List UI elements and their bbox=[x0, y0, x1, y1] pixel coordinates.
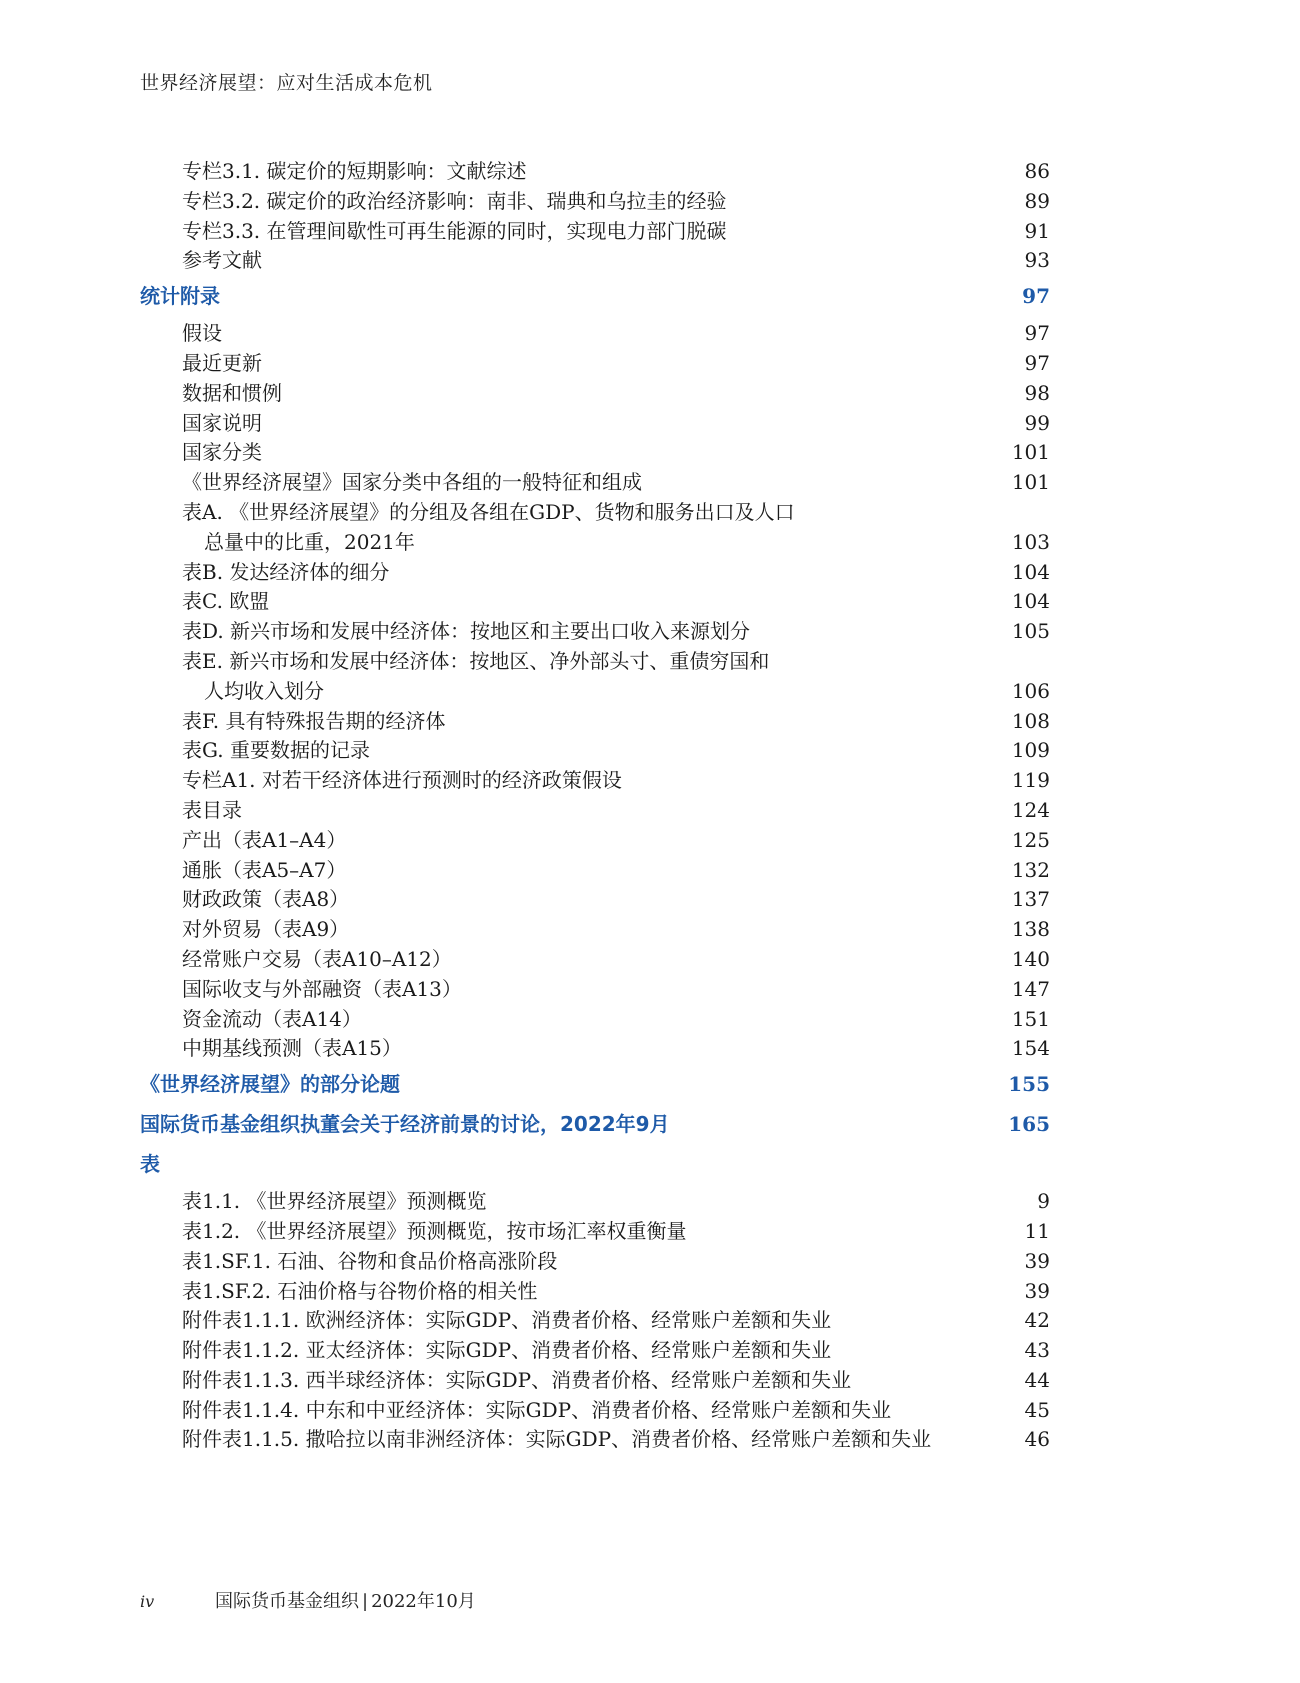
toc-entry[interactable] bbox=[140, 945, 1050, 975]
footer-separator: | bbox=[362, 1591, 369, 1612]
section-heading-label: 国际货币基金组织执董会关于经济前景的讨论，2022年9月 bbox=[140, 1112, 670, 1137]
toc-entry[interactable] bbox=[140, 409, 1050, 439]
toc-entry-label: 表G. 重要数据的记录 bbox=[182, 738, 370, 763]
toc-entry-label: 最近更新 bbox=[182, 350, 262, 375]
toc-entry-label: 附件表1.1.4. 中东和中亚经济体：实际GDP、消费者价格、经常账户差额和失业 bbox=[182, 1397, 892, 1422]
section-heading-label: 统计附录 bbox=[140, 284, 220, 309]
toc-entry-page: 46 bbox=[1024, 1427, 1050, 1452]
toc-entry-page: 108 bbox=[1011, 708, 1050, 733]
toc-entry-page: 109 bbox=[1011, 738, 1050, 763]
footer-date: 2022年10月 bbox=[371, 1591, 476, 1612]
toc-entry[interactable] bbox=[140, 438, 1050, 468]
toc-entry-label: 表1.2. 《世界经济展望》预测概览，按市场汇率权重衡量 bbox=[182, 1218, 687, 1243]
toc-entry-page: 125 bbox=[1011, 827, 1050, 852]
toc-entry[interactable] bbox=[140, 617, 1050, 647]
toc-entry-label: 专栏3.2. 碳定价的政治经济影响：南非、瑞典和乌拉圭的经验 bbox=[182, 188, 727, 213]
toc-entry[interactable] bbox=[140, 1034, 1050, 1064]
toc-entry[interactable] bbox=[140, 1336, 1050, 1366]
toc-entry-label-line1: 表A. 《世界经济展望》的分组及各组在GDP、货物和服务出口及人口 bbox=[182, 499, 795, 524]
toc-entry-label: 附件表1.1.5. 撒哈拉以南非洲经济体：实际GDP、消费者价格、经常账户差额和失业 bbox=[182, 1427, 932, 1452]
toc-entry[interactable] bbox=[140, 587, 1050, 617]
toc-entry[interactable] bbox=[140, 379, 1050, 409]
toc-entry-label: 表F. 具有特殊报告期的经济体 bbox=[182, 708, 446, 733]
toc-entry[interactable] bbox=[140, 1187, 1050, 1217]
toc-entry[interactable] bbox=[140, 319, 1050, 349]
section-heading-statistical-appendix[interactable] bbox=[140, 281, 1050, 311]
toc-entry[interactable] bbox=[140, 1306, 1050, 1336]
toc-entry-page: 11 bbox=[1024, 1218, 1050, 1243]
toc-entry-label bbox=[140, 647, 769, 707]
toc-entry-page: 151 bbox=[1011, 1006, 1050, 1031]
toc-entry-label: 表1.SF.2. 石油价格与谷物价格的相关性 bbox=[182, 1278, 538, 1303]
toc-entry[interactable] bbox=[140, 1425, 1050, 1455]
toc-entry[interactable] bbox=[140, 1005, 1050, 1035]
toc-entry-label: 通胀（表A5–A7） bbox=[182, 857, 347, 882]
toc-entry-page: 119 bbox=[1011, 768, 1050, 793]
toc-entry-page: 106 bbox=[1011, 678, 1050, 703]
toc-entry-label: 国际收支与外部融资（表A13） bbox=[182, 976, 462, 1001]
toc-entry-label: 附件表1.1.2. 亚太经济体：实际GDP、消费者价格、经常账户差额和失业 bbox=[182, 1338, 832, 1363]
toc-entry-label: 数据和惯例 bbox=[182, 380, 282, 405]
toc-entry[interactable] bbox=[140, 217, 1050, 247]
toc-entry-label: 参考文献 bbox=[182, 248, 262, 273]
toc-entry-page: 97 bbox=[1024, 321, 1050, 346]
toc-entry[interactable] bbox=[140, 975, 1050, 1005]
toc-entry[interactable] bbox=[140, 766, 1050, 796]
running-header: 世界经济展望：应对生活成本危机 bbox=[140, 72, 433, 94]
toc-entry-page: 132 bbox=[1011, 857, 1050, 882]
toc-entry-page: 101 bbox=[1011, 440, 1050, 465]
toc-entry[interactable] bbox=[140, 885, 1050, 915]
toc-entry-page: 147 bbox=[1011, 976, 1050, 1001]
toc-entry-label: 国家说明 bbox=[182, 410, 262, 435]
toc-entry-label: 附件表1.1.1. 欧洲经济体：实际GDP、消费者价格、经常账户差额和失业 bbox=[182, 1308, 832, 1333]
toc-entry[interactable] bbox=[140, 468, 1050, 498]
toc-entry-page: 89 bbox=[1024, 188, 1050, 213]
toc-entry-page: 39 bbox=[1024, 1248, 1050, 1273]
toc-entry-page: 105 bbox=[1011, 619, 1050, 644]
toc-entry[interactable] bbox=[140, 157, 1050, 187]
toc-entry-label: 表D. 新兴市场和发展中经济体：按地区和主要出口收入来源划分 bbox=[182, 619, 751, 644]
toc-entry-label: 专栏3.1. 碳定价的短期影响：文献综述 bbox=[182, 159, 527, 183]
toc-entry-page: 42 bbox=[1024, 1308, 1050, 1333]
section-heading-label: 《世界经济展望》的部分论题 bbox=[140, 1072, 400, 1097]
section-heading-page: 155 bbox=[1008, 1072, 1050, 1097]
toc-entry-label: 财政政策（表A8） bbox=[182, 887, 350, 912]
section-heading-tables[interactable] bbox=[140, 1149, 1050, 1179]
toc-entry-page: 99 bbox=[1024, 410, 1050, 435]
toc-entry-page: 39 bbox=[1024, 1278, 1050, 1303]
toc-entry[interactable] bbox=[140, 187, 1050, 217]
toc-entry-table-a[interactable] bbox=[140, 498, 1050, 558]
toc-entry[interactable] bbox=[140, 796, 1050, 826]
toc-entry-page: 101 bbox=[1011, 470, 1050, 495]
toc-entry-page: 45 bbox=[1024, 1397, 1050, 1422]
section-heading-page: 97 bbox=[1022, 284, 1050, 309]
toc-entry-page: 137 bbox=[1011, 887, 1050, 912]
toc-entry-label: 国家分类 bbox=[182, 440, 262, 465]
toc-entry[interactable] bbox=[140, 558, 1050, 588]
section-heading-page: 165 bbox=[1008, 1112, 1050, 1137]
table-of-contents bbox=[140, 157, 1050, 1455]
toc-entry-label: 产出（表A1–A4） bbox=[182, 827, 347, 852]
toc-entry[interactable] bbox=[140, 856, 1050, 886]
toc-entry[interactable] bbox=[140, 826, 1050, 856]
page-footer bbox=[140, 1587, 476, 1613]
toc-entry[interactable] bbox=[140, 1247, 1050, 1277]
toc-entry[interactable] bbox=[140, 1277, 1050, 1307]
toc-entry-label: 资金流动（表A14） bbox=[182, 1006, 362, 1031]
toc-entry-page: 93 bbox=[1024, 248, 1050, 273]
footer-page-number: iv bbox=[140, 1592, 155, 1611]
toc-entry[interactable] bbox=[140, 246, 1050, 276]
toc-entry-label: 假设 bbox=[182, 321, 222, 346]
toc-entry-label-line2: 总量中的比重，2021年 bbox=[204, 529, 415, 554]
toc-entry-label: 对外贸易（表A9） bbox=[182, 917, 350, 942]
toc-entry-page: 43 bbox=[1024, 1338, 1050, 1363]
toc-entry-label: 表1.SF.1. 石油、谷物和食品价格高涨阶段 bbox=[182, 1248, 558, 1273]
toc-entry-page: 97 bbox=[1024, 350, 1050, 375]
toc-entry[interactable] bbox=[140, 349, 1050, 379]
toc-entry-page: 44 bbox=[1024, 1367, 1050, 1392]
toc-entry-label bbox=[140, 498, 795, 558]
toc-entry-label: 《世界经济展望》国家分类中各组的一般特征和组成 bbox=[182, 470, 642, 495]
section-heading-label: 表 bbox=[140, 1152, 160, 1177]
toc-entry-label-line1: 表E. 新兴市场和发展中经济体：按地区、净外部头寸、重债穷国和 bbox=[182, 648, 770, 673]
toc-entry-page: 98 bbox=[1024, 380, 1050, 405]
toc-entry-page: 154 bbox=[1011, 1036, 1050, 1061]
toc-entry-label: 附件表1.1.3. 西半球经济体：实际GDP、消费者价格、经常账户差额和失业 bbox=[182, 1367, 852, 1392]
footer-organization: 国际货币基金组织 bbox=[215, 1591, 359, 1612]
toc-entry-page: 140 bbox=[1011, 946, 1050, 971]
toc-entry-label: 专栏A1. 对若干经济体进行预测时的经济政策假设 bbox=[182, 768, 622, 793]
toc-entry-label: 表B. 发达经济体的细分 bbox=[182, 559, 390, 584]
toc-entry-label: 表目录 bbox=[182, 797, 242, 822]
toc-entry-label: 经常账户交易（表A10–A12） bbox=[182, 946, 452, 971]
toc-entry-page: 91 bbox=[1024, 218, 1050, 243]
toc-entry-table-e[interactable] bbox=[140, 647, 1050, 707]
toc-entry-label: 专栏3.3. 在管理间歇性可再生能源的同时，实现电力部门脱碳 bbox=[182, 218, 727, 243]
toc-entry-label-line2: 人均收入划分 bbox=[204, 678, 324, 703]
toc-entry[interactable] bbox=[140, 915, 1050, 945]
toc-entry-page: 104 bbox=[1011, 589, 1050, 614]
toc-entry[interactable] bbox=[140, 736, 1050, 766]
toc-entry-label: 表1.1. 《世界经济展望》预测概览 bbox=[182, 1189, 487, 1214]
toc-entry-page: 103 bbox=[1011, 529, 1050, 554]
section-heading-weo-topics[interactable] bbox=[140, 1069, 1050, 1099]
toc-entry-page: 9 bbox=[1037, 1189, 1050, 1214]
toc-entry-page: 86 bbox=[1024, 159, 1050, 183]
toc-entry-label: 表C. 欧盟 bbox=[182, 589, 270, 614]
toc-entry[interactable] bbox=[140, 707, 1050, 737]
toc-entry-page: 138 bbox=[1011, 917, 1050, 942]
section-heading-board-discussion[interactable] bbox=[140, 1109, 1050, 1139]
toc-entry[interactable] bbox=[140, 1366, 1050, 1396]
toc-entry-page: 104 bbox=[1011, 559, 1050, 584]
toc-entry[interactable] bbox=[140, 1217, 1050, 1247]
toc-entry-page: 124 bbox=[1011, 797, 1050, 822]
toc-entry-label: 中期基线预测（表A15） bbox=[182, 1036, 402, 1061]
toc-entry[interactable] bbox=[140, 1396, 1050, 1426]
